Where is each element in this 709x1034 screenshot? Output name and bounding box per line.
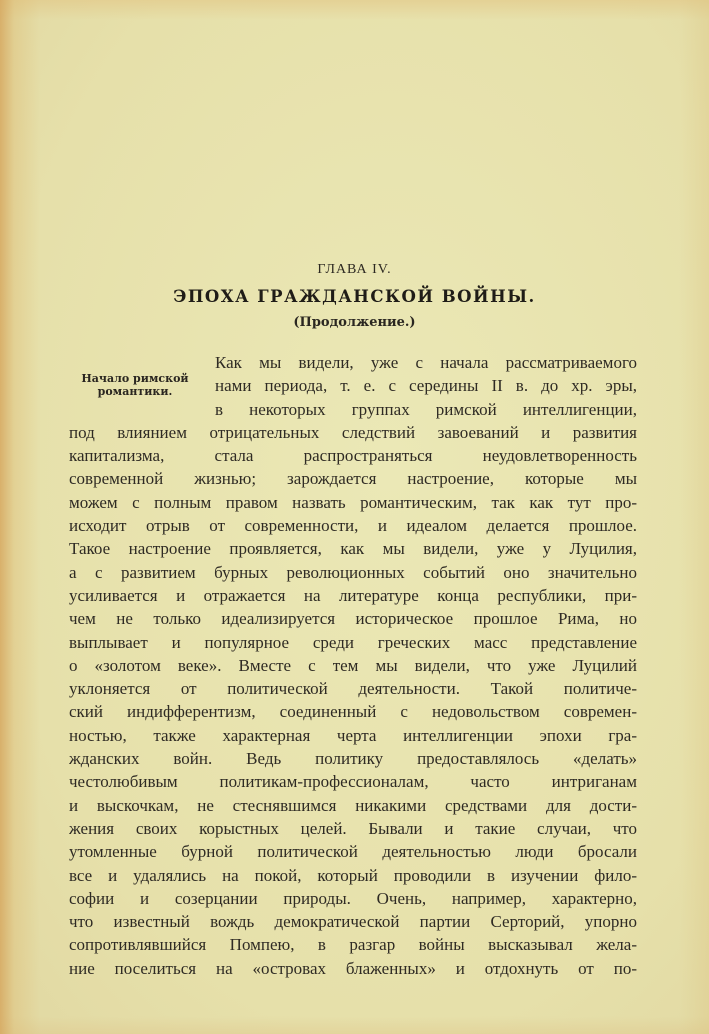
chapter-subtitle: (Продолжение.)	[293, 315, 416, 330]
text-line: честолюбивым политикам-профессионалам, часто интриганам	[69, 772, 637, 792]
text-line: уклоняется от политической деятельности. Такой политиче-	[69, 679, 637, 699]
chapter-title: ЭПОХА ГРАЖДАНСКОЙ ВОЙНЫ.	[173, 287, 536, 306]
body-paragraph	[69, 351, 637, 980]
text-line: выплывает и популярное среди греческих масс представление	[69, 632, 637, 652]
text-line: ский индифферентизм, соединенный с недовольством современ-	[69, 702, 637, 722]
text-line: современной жизнью; зарождается настроение, которые мы	[69, 469, 637, 489]
text-line: все и удалялись на покой, который проводили в изучении фило-	[69, 865, 637, 885]
text-line: софии и созерцании природы. Очень, например, характерно,	[69, 888, 637, 908]
margin-note-line: Начало римской	[81, 372, 189, 385]
text-line: Такое настроение проявляется, как мы видели, уже у Луцилия,	[69, 539, 637, 559]
text-line: можем с полным правом назвать романтическим, так как тут про-	[69, 492, 637, 512]
text-line: нами периода, т. е. с середины II в. до хр. эры,	[215, 376, 637, 396]
text-line: утомленные бурной политической деятельностью люди бросали	[69, 842, 637, 862]
margin-note-line: романтики.	[97, 385, 173, 398]
chapter-number: ГЛАВА IV.	[317, 262, 392, 277]
text-line: и выскочкам, не стеснявшимся никакими средствами для дости-	[69, 795, 637, 815]
text-line: ностью, также характерная черта интеллигенции эпохи гра-	[69, 725, 637, 745]
text-line: жения своих корыстных целей. Бывали и такие случаи, что	[69, 818, 637, 838]
text-line: сопротивлявшийся Помпею, в разгар войны высказывал жела-	[69, 935, 637, 955]
text-line: капитализма, стала распространяться неудовлетворенность	[69, 446, 637, 466]
text-line: а с развитием бурных революционных событий оно значительно	[69, 562, 637, 582]
text-line: исходит отрыв от современности, и идеалом делается прошлое.	[69, 516, 637, 536]
text-line: Как мы видели, уже с начала рассматриваемого	[215, 353, 637, 372]
text-line: жданских войн. Ведь политику предоставлялось «делать»	[69, 749, 637, 769]
text-line: под влиянием отрицательных следствий завоеваний и развития	[69, 422, 637, 442]
text-line: в некоторых группах римской интеллигенции,	[215, 399, 637, 419]
text-line: чем не только идеализируется историческое прошлое Рима, но	[69, 609, 637, 629]
text-line: усиливается и отражается на литературе конца республики, при-	[69, 585, 637, 605]
text-line: ние поселиться на «островах блаженных» и отдохнуть от по-	[69, 958, 637, 978]
text-line: о «золотом веке». Вместе с тем мы видели, что уже Луцилий	[69, 655, 637, 675]
text-line: что известный вождь демократической партии Серторий, упорно	[69, 912, 637, 932]
